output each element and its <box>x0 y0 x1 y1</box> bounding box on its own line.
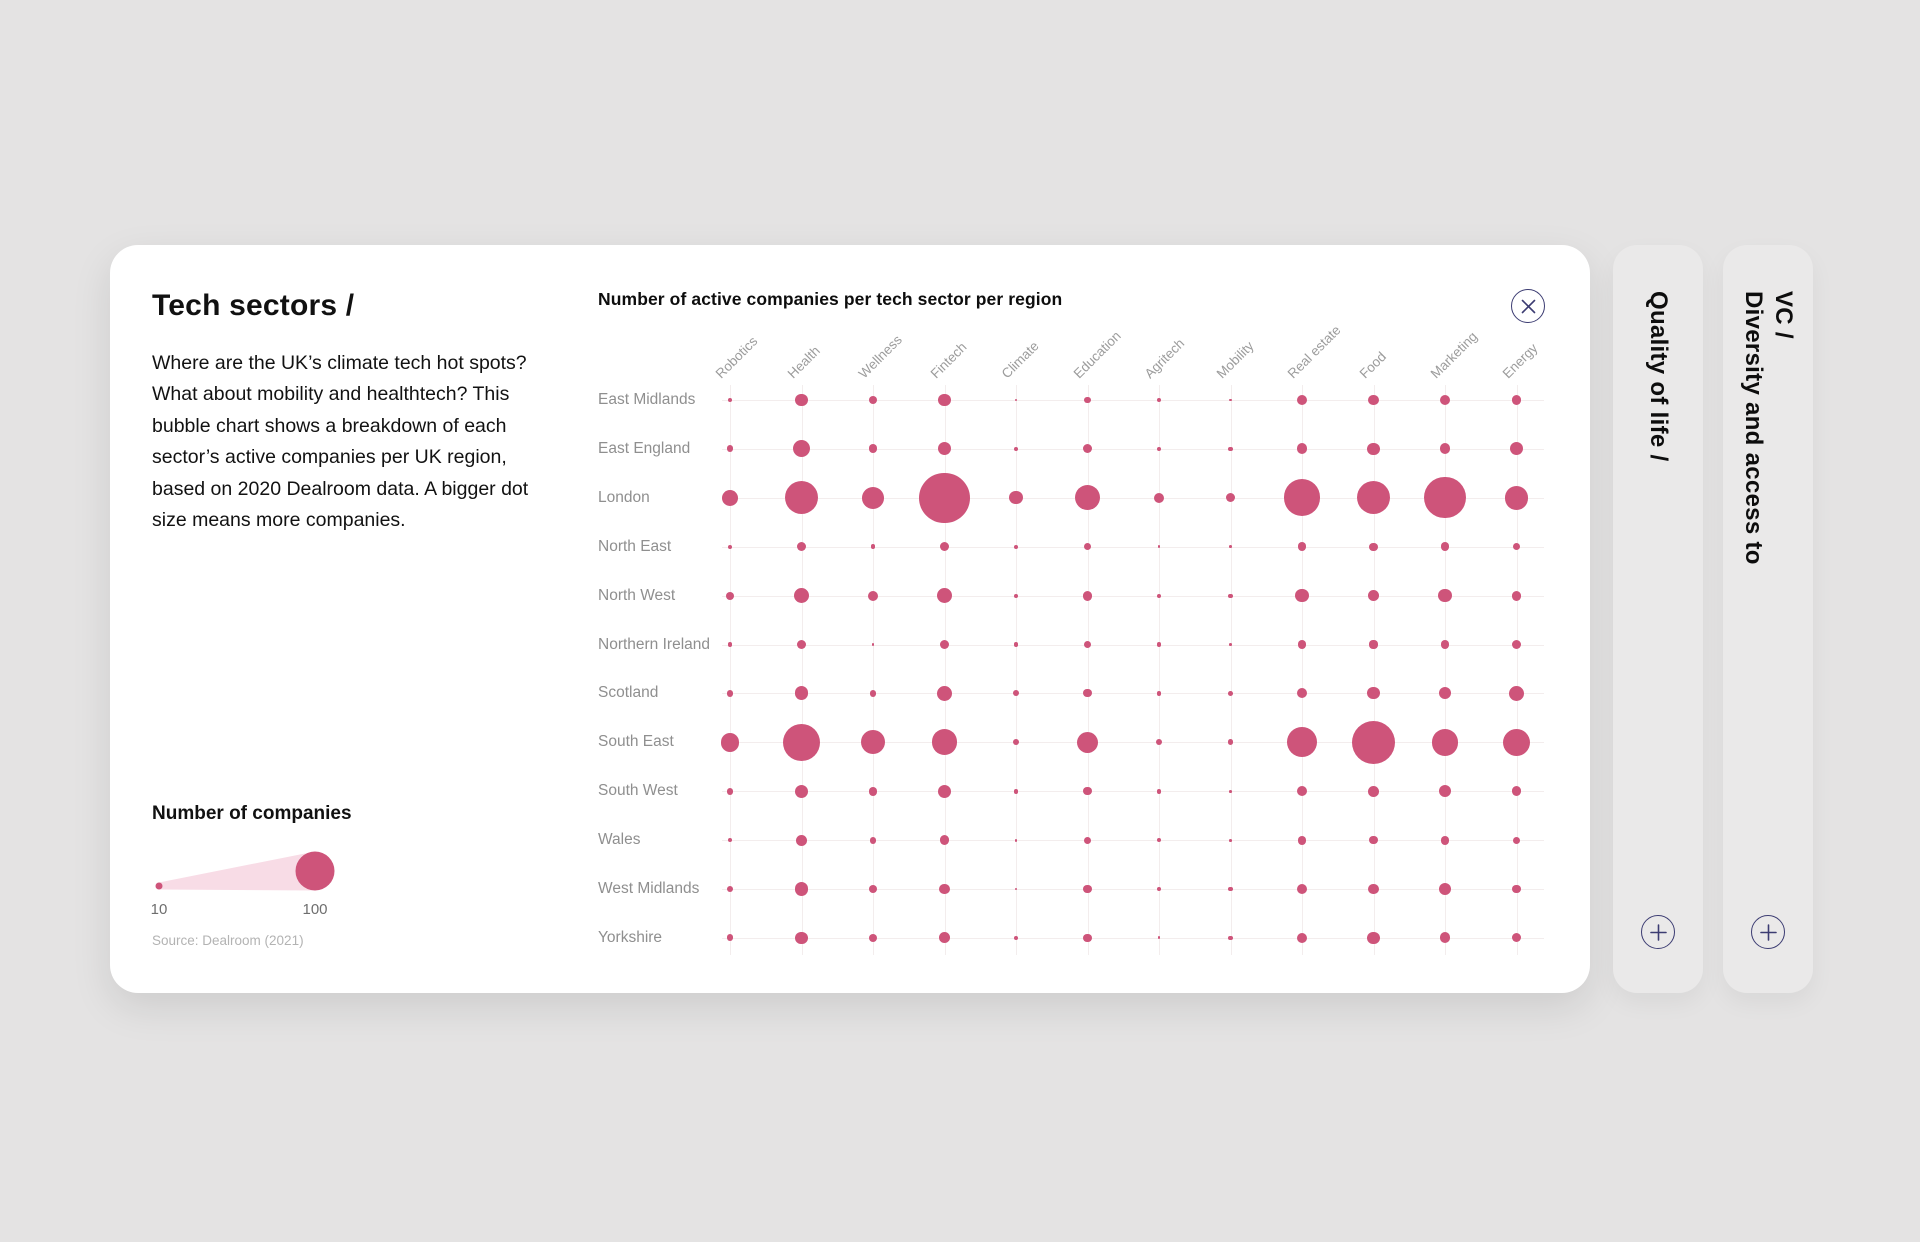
column-header: Fintech <box>927 339 970 382</box>
column-header: Mobility <box>1213 338 1257 382</box>
bubble-wales-robotics <box>728 838 733 843</box>
gridline-vertical <box>802 385 803 955</box>
gridline-horizontal <box>722 547 1544 548</box>
row-label: East England <box>598 439 691 457</box>
bubble-scotland-real-estate <box>1297 688 1307 698</box>
bubble-london-climate <box>1009 491 1022 504</box>
bubble-london-agritech <box>1154 493 1164 503</box>
bubble-north-east-food <box>1369 543 1377 551</box>
bubble-west-midlands-food <box>1368 884 1379 895</box>
bubble-south-west-health <box>795 785 808 798</box>
bubble-northern-ireland-health <box>797 640 807 650</box>
expand-button[interactable] <box>1751 915 1785 949</box>
bubble-northern-ireland-education <box>1084 641 1091 648</box>
bubble-scotland-mobility <box>1228 691 1233 696</box>
bubble-wales-real-estate <box>1298 836 1307 845</box>
bubble-yorkshire-mobility <box>1228 936 1233 941</box>
bubble-chart <box>110 245 1590 993</box>
bubble-london-energy <box>1505 486 1529 510</box>
bubble-west-midlands-education <box>1083 885 1092 894</box>
bubble-northern-ireland-agritech <box>1157 642 1161 646</box>
column-header: Real estate <box>1284 322 1344 382</box>
bubble-scotland-fintech <box>937 686 952 701</box>
bubble-northern-ireland-food <box>1369 640 1377 648</box>
bubble-scotland-robotics <box>727 690 734 697</box>
bubble-west-midlands-mobility <box>1228 887 1233 892</box>
bubble-west-midlands-agritech <box>1157 887 1162 892</box>
bubble-northern-ireland-fintech <box>940 640 949 649</box>
row-label: Wales <box>598 831 641 849</box>
bubble-northern-ireland-mobility <box>1229 643 1232 646</box>
bubble-north-west-agritech <box>1157 594 1161 598</box>
bubble-scotland-climate <box>1013 690 1019 696</box>
row-label: North West <box>598 586 676 604</box>
gridline-vertical <box>945 385 946 955</box>
bubble-london-wellness <box>862 487 884 509</box>
bubble-south-west-agritech <box>1157 789 1162 794</box>
bubble-south-east-mobility <box>1228 739 1234 745</box>
row-label: North East <box>598 537 672 555</box>
bubble-yorkshire-education <box>1083 934 1091 942</box>
bubble-north-east-wellness <box>871 544 876 549</box>
bubble-east-midlands-health <box>795 394 807 406</box>
bubble-north-west-energy <box>1512 591 1522 601</box>
bubble-west-midlands-energy <box>1512 885 1521 894</box>
bubble-south-west-robotics <box>727 788 734 795</box>
bubble-north-west-marketing <box>1438 589 1451 602</box>
bubble-north-east-fintech <box>940 542 949 551</box>
bubble-south-east-wellness <box>861 730 885 754</box>
bubble-east-midlands-fintech <box>938 394 950 406</box>
gridline-vertical <box>730 385 731 955</box>
collapsed-panel-vc-diversity[interactable] <box>1723 245 1813 993</box>
bubble-east-midlands-education <box>1084 397 1091 404</box>
bubble-west-midlands-wellness <box>869 885 878 894</box>
gridline-horizontal <box>722 938 1544 939</box>
bubble-wales-mobility <box>1229 839 1232 842</box>
bubble-wales-wellness <box>870 837 877 844</box>
bubble-london-education <box>1075 485 1100 510</box>
row-label: West Midlands <box>598 880 700 897</box>
gridline-horizontal <box>722 449 1544 450</box>
bubble-east-england-robotics <box>727 445 734 452</box>
gridline-horizontal <box>722 791 1544 792</box>
bubble-scotland-food <box>1367 687 1379 699</box>
bubble-north-east-climate <box>1014 545 1018 549</box>
bubble-northern-ireland-energy <box>1512 640 1521 649</box>
gridline-horizontal <box>722 400 1544 401</box>
bubble-east-midlands-real-estate <box>1297 395 1307 405</box>
bubble-wales-fintech <box>940 835 950 845</box>
bubble-south-east-agritech <box>1156 739 1162 745</box>
bubble-south-west-climate <box>1014 789 1019 794</box>
row-label: Scotland <box>598 684 659 702</box>
bubble-yorkshire-marketing <box>1440 932 1451 943</box>
bubble-south-west-wellness <box>869 787 878 796</box>
bubble-london-food <box>1357 481 1390 514</box>
bubble-west-midlands-marketing <box>1439 883 1451 895</box>
bubble-northern-ireland-robotics <box>728 642 732 646</box>
plus-icon <box>1650 924 1667 941</box>
bubble-east-england-agritech <box>1157 447 1162 452</box>
bubble-scotland-energy <box>1509 686 1524 701</box>
bubble-east-england-fintech <box>938 442 951 455</box>
bubble-north-west-climate <box>1014 594 1018 598</box>
column-header: Health <box>784 343 823 382</box>
gridline-vertical <box>1016 385 1017 955</box>
bubble-yorkshire-climate <box>1014 936 1019 941</box>
expand-button[interactable] <box>1641 915 1675 949</box>
bubble-northern-ireland-real-estate <box>1298 640 1307 649</box>
bubble-west-midlands-robotics <box>727 886 734 893</box>
bubble-scotland-marketing <box>1439 687 1451 699</box>
bubble-south-east-robotics <box>721 733 740 752</box>
bubble-north-west-education <box>1083 591 1093 601</box>
bubble-south-east-food <box>1352 721 1395 764</box>
page-title: Tech sectors / <box>152 289 355 322</box>
bubble-wales-energy <box>1513 837 1520 844</box>
column-header: Wellness <box>855 332 905 382</box>
bubble-south-west-fintech <box>938 785 951 798</box>
bubble-london-mobility <box>1226 493 1235 502</box>
bubble-west-midlands-fintech <box>939 884 950 895</box>
bubble-north-east-energy <box>1513 543 1520 550</box>
gridline-horizontal <box>722 693 1544 694</box>
bubble-north-east-education <box>1084 543 1091 550</box>
bubble-yorkshire-robotics <box>727 934 734 941</box>
bubble-east-england-marketing <box>1440 443 1451 454</box>
bubble-south-east-education <box>1077 732 1098 753</box>
bubble-wales-health <box>796 835 807 846</box>
plus-icon <box>1760 924 1777 941</box>
bubble-south-west-energy <box>1512 786 1522 796</box>
gridline-horizontal <box>722 498 1544 499</box>
bubble-west-midlands-real-estate <box>1297 884 1308 895</box>
column-header: Food <box>1356 348 1389 382</box>
bubble-wales-food <box>1369 836 1377 844</box>
bubble-yorkshire-fintech <box>939 932 950 943</box>
bubble-south-west-marketing <box>1439 785 1451 797</box>
legend-title: Number of companies <box>152 803 352 824</box>
bubble-east-england-climate <box>1014 447 1019 452</box>
chart-description: Where are the UK’s climate tech hot spots? What about mobility and healthtech? This bubble chart shows a breakdown of each sector’s active companies per UK region, based on 2020 Dealroom data. A bigger dot size means more companies. <box>152 352 529 532</box>
bubble-scotland-agritech <box>1157 691 1162 696</box>
gridline-vertical <box>873 385 874 955</box>
panel-title: VC / Diversity and access to <box>1740 291 1797 565</box>
bubble-wales-education <box>1084 837 1091 844</box>
bubble-east-midlands-marketing <box>1440 395 1451 406</box>
bubble-north-west-fintech <box>937 588 952 603</box>
bubble-east-midlands-energy <box>1512 395 1522 405</box>
tech-sectors-card <box>110 245 1590 993</box>
row-label: South West <box>598 782 678 800</box>
bubble-east-midlands-robotics <box>728 398 733 403</box>
bubble-london-robotics <box>722 490 738 506</box>
row-label: Yorkshire <box>598 928 663 946</box>
gridline-vertical <box>1088 385 1089 955</box>
bubble-south-east-climate <box>1013 739 1019 745</box>
bubble-north-west-wellness <box>868 591 878 601</box>
bubble-yorkshire-food <box>1367 932 1379 944</box>
column-header: Marketing <box>1427 328 1481 382</box>
bubble-south-west-food <box>1368 786 1379 797</box>
row-label: East Midlands <box>598 391 696 408</box>
collapsed-panel-quality-of-life[interactable] <box>1613 245 1703 993</box>
bubble-west-midlands-health <box>795 882 808 895</box>
bubble-east-england-energy <box>1510 442 1523 455</box>
bubble-south-east-real-estate <box>1287 727 1317 757</box>
bubble-south-west-mobility <box>1229 790 1232 793</box>
bubble-scotland-wellness <box>870 690 877 697</box>
row-label: London <box>598 488 650 506</box>
bubble-east-england-food <box>1367 443 1379 455</box>
gridline-vertical <box>1517 385 1518 955</box>
bubble-north-west-food <box>1368 590 1379 601</box>
bubble-east-england-health <box>793 440 810 457</box>
bubble-yorkshire-health <box>795 932 807 944</box>
bubble-wales-climate <box>1015 839 1018 842</box>
bubble-south-east-health <box>783 724 820 761</box>
bubble-north-west-real-estate <box>1295 589 1308 602</box>
column-header: Climate <box>998 338 1042 382</box>
bubble-east-england-real-estate <box>1297 443 1308 454</box>
bubble-northern-ireland-marketing <box>1441 640 1450 649</box>
column-header: Energy <box>1499 340 1541 382</box>
column-header: Robotics <box>712 333 761 382</box>
bubble-london-health <box>785 481 818 514</box>
gridline-vertical <box>1302 385 1303 955</box>
bubble-north-east-marketing <box>1441 542 1450 551</box>
bubble-north-west-mobility <box>1228 594 1232 598</box>
bubble-wales-marketing <box>1441 836 1450 845</box>
bubble-north-east-real-estate <box>1298 542 1307 551</box>
bubble-yorkshire-real-estate <box>1297 933 1307 943</box>
bubble-east-england-wellness <box>869 444 878 453</box>
gridline-vertical <box>1159 385 1160 955</box>
bubble-south-west-education <box>1083 787 1091 795</box>
bubble-north-east-mobility <box>1229 545 1232 548</box>
gridline-vertical <box>1374 385 1375 955</box>
bubble-wales-agritech <box>1157 838 1161 842</box>
bubble-london-real-estate <box>1284 479 1321 516</box>
bubble-north-east-robotics <box>728 545 732 549</box>
bubble-south-east-energy <box>1503 729 1530 756</box>
row-label: Northern Ireland <box>598 635 711 653</box>
gridline-vertical <box>1445 385 1446 955</box>
gridline-horizontal <box>722 889 1544 890</box>
gridline-horizontal <box>722 742 1544 743</box>
bubble-london-fintech <box>919 473 969 523</box>
bubble-yorkshire-energy <box>1512 933 1521 942</box>
bubble-east-england-mobility <box>1228 447 1232 451</box>
bubble-south-east-marketing <box>1432 729 1459 756</box>
bubble-east-midlands-agritech <box>1157 398 1162 403</box>
source-note: Source: Dealroom (2021) <box>152 933 304 948</box>
column-header: Education <box>1070 328 1124 382</box>
legend-tick-label: 10 <box>150 901 168 918</box>
bubble-east-midlands-food <box>1368 395 1379 406</box>
panel-title: Quality of life / <box>1645 291 1672 462</box>
bubble-scotland-education <box>1083 689 1091 697</box>
bubble-london-marketing <box>1424 477 1465 518</box>
column-header: Agritech <box>1141 335 1188 382</box>
gridline-horizontal <box>722 840 1544 841</box>
chart-title: Number of active companies per tech sector per region <box>598 289 1063 309</box>
bubble-east-england-education <box>1083 444 1092 453</box>
bubble-north-west-health <box>794 588 809 603</box>
bubble-yorkshire-wellness <box>869 934 877 942</box>
bubble-scotland-health <box>795 686 809 700</box>
gridline-vertical <box>1231 385 1232 955</box>
gridline-horizontal <box>722 596 1544 597</box>
bubble-south-west-real-estate <box>1297 786 1307 796</box>
gridline-horizontal <box>722 645 1544 646</box>
bubble-north-west-robotics <box>726 592 734 600</box>
bubble-south-east-fintech <box>932 729 958 755</box>
bubble-northern-ireland-climate <box>1014 642 1018 646</box>
bubble-north-east-health <box>797 542 806 551</box>
bubble-east-midlands-wellness <box>869 396 878 405</box>
legend-tick-label: 100 <box>302 901 328 918</box>
row-label: South East <box>598 733 674 751</box>
